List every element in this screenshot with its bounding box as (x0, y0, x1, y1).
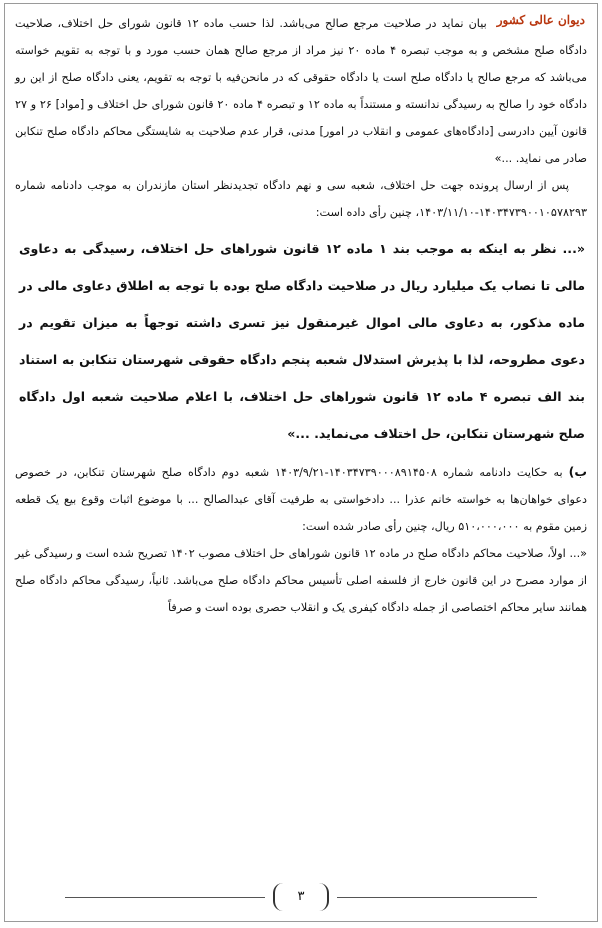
paragraph-4: «... اولاً، صلاحیت محاکم دادگاه صلح در ماده ۱۲ قانون شوراهای حل اختلاف مصوب ۱۴۰۲ تصریح شده است و رسیدگی غیر از موارد مصرح در این قانون خارج از فلسفه اصلی تأسیس محاکم دادگاه صلح می‌باشد. ثانیاً، رسیدگی محاکم دادگاه صلح همانند سایر محاکم اختصاصی از جمله دادگاه کیفری یک و انقلاب حصری بوده است و صرفاً (15, 547, 587, 614)
section-b-label: ب) (568, 464, 587, 479)
brand-logo: دیوان عالی کشور (496, 13, 585, 27)
page-footer (5, 881, 597, 915)
footer-rule-left (65, 897, 265, 898)
paragraph-3 (15, 458, 587, 540)
quoted-ruling-1: «... نظر به اینکه به موجب بند ۱ ماده ۱۲ قانون شوراهای حل اختلاف، رسیدگی به دعاوی مالی تا نصاب یک میلیارد ریال در صلاحیت دادگاه صلح بوده با توجه به اطلاق دعاوی مالی در ماده مذکور، به دعاوی مالی اموال غیرمنقول نیز تسری داشته توجهاً به میزان تقویم در دعوی مطروحه، لذا با پذیرش استدلال شعبه پنجم دادگاه حقوقی شهرستان تنکابن به استناد بند الف تبصره ۴ ماده ۱۲ قانون شوراهای حل اختلاف، با اعلام صلاحیت شعبه اول دادگاه صلح شهرستان تنکابن، حل اختلاف می‌نماید. ...» (19, 241, 585, 441)
document-page (4, 3, 598, 922)
paragraph-2: پس از ارسال پرونده جهت حل اختلاف، شعبه سی و نهم دادگاه تجدیدنظر استان مازندران به موجب دادنامه شماره ۱۴۰۳۴۷۳۹۰۰۱۰۵۷۸۲۹۳-۱۴۰۳/۱۱/۱۰، چنین رأی داده است: (15, 179, 587, 219)
page-number: ۳ (273, 883, 329, 911)
footer-rule-right (337, 897, 537, 898)
paragraph-1: بیان نماید در صلاحیت مرجع صالح می‌باشد. لذا حسب ماده ۱۲ قانون شورای حل اختلاف، صلاحیت دادگاه صلح مشخص و به موجب تبصره ۴ ماده ۲۰ نیز مراد از مرجع صالح همان حسب مورد و با توجه به تقویم خواسته می‌باشد که مرجع صالح یا دادگاه صلح است یا دادگاه حقوقی که در مانحن‌فیه با توجه به تقویم، یعنی دادگاه صلح از این رو دادگاه خود را صالح به رسیدگی ندانسته و مستنداً به ماده ۱۲ و تبصره ۴ ماده ۲۰ قانون شورای حل اختلاف و [مواد] ۲۶ و ۲۷ قانون آیین دادرسی [دادگاه‌های عمومی و انقلاب در امور] مدنی، قرار عدم صلاحیت به شایستگی محاکم دادگاه صلح تنکابن صادر می نماید. ...» (15, 17, 588, 165)
page-content (15, 10, 587, 861)
paragraph-3-text: به حکایت دادنامه شماره ۱۴۰۳۴۷۳۹۰۰۰۸۹۱۴۵۰۸-۱۴۰۳/۹/۲۱ شعبه دوم دادگاه صلح شهرستان تنکابن، در خصوص دعوای خواهان‌ها به خواسته خانم عذرا ... دادخواستی به طرفیت آقای عبدالصالح ... با موضوع اثبات وقوع بیع یک قطعه زمین مقوم به ۵۱۰،۰۰۰،۰۰۰ ریال، چنین رأی صادر شده است: (15, 466, 587, 533)
